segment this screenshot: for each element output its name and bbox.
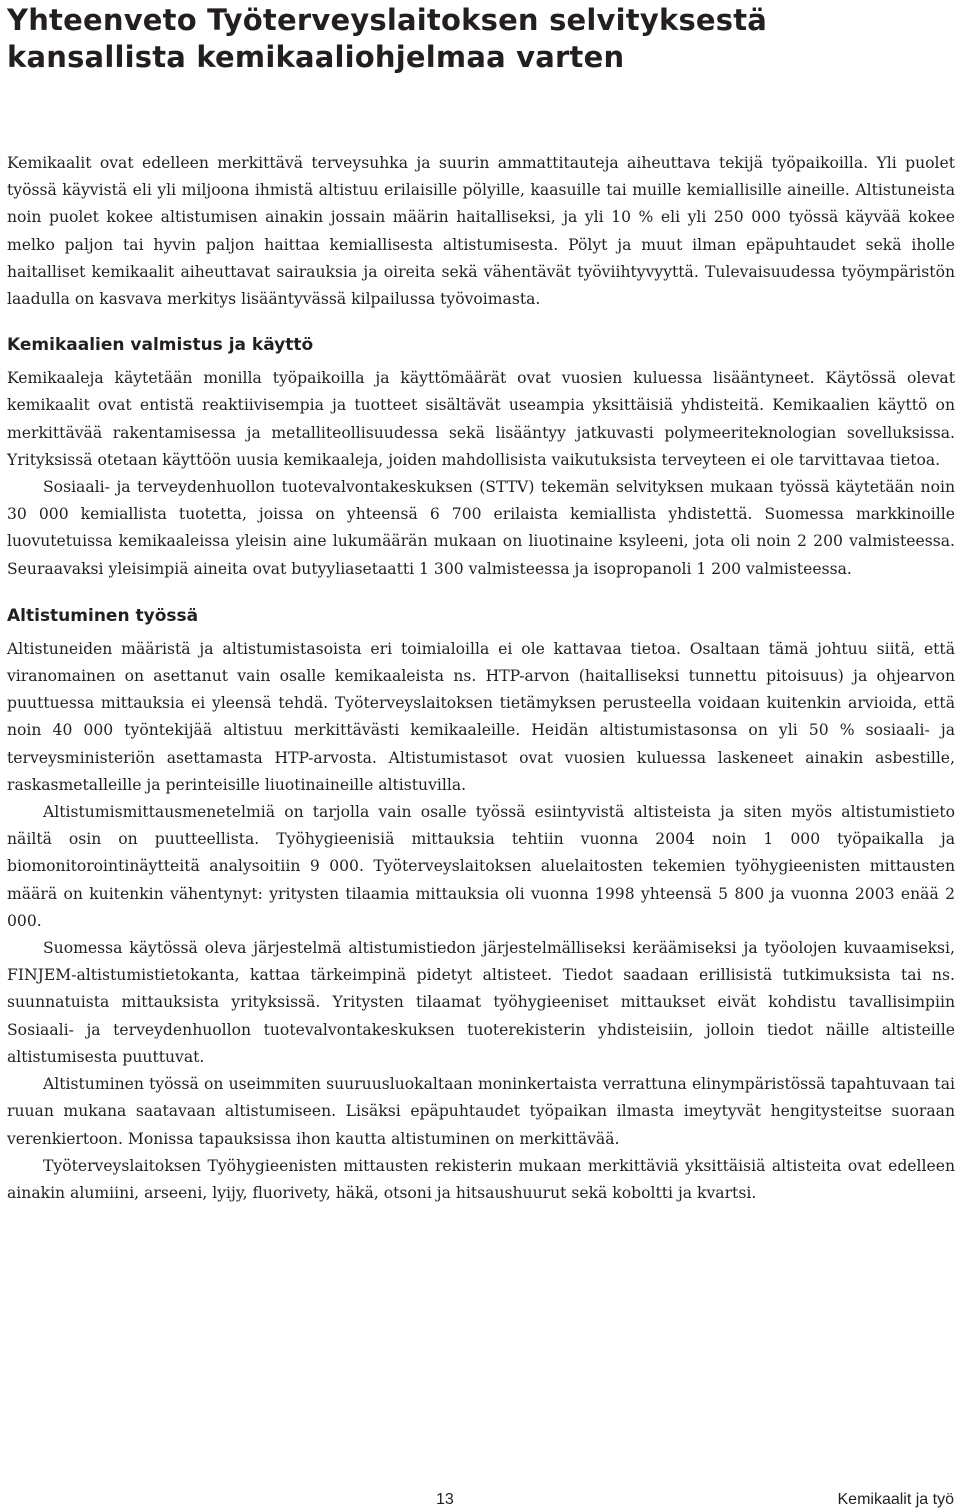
page-number: 13 [436, 1491, 454, 1508]
footer-publication-title: Kemikaalit ja työ [837, 1491, 954, 1508]
section-2-paragraph-4: Altistuminen työssä on useimmiten suuruusluokaltaan moninkertaista verrattuna elinympäristössä tapahtuvaan tai ruuan mukana saatavaan altistumiseen. Lisäksi epäpuhtaudet työpaikan ilmasta imeytyvät hengitysteitse suoraan verenkiertoon. Monissa tapauksissa ihon kautta altistuminen on merkittävää. [7, 1075, 955, 1148]
page-title-line-2: kansallista kemikaaliohjelmaa varten [7, 40, 625, 74]
section-2-paragraph-1: Altistuneiden määristä ja altistumistasoista eri toimialoilla ei ole kattavaa tietoa. Osaltaan tämä johtuu siitä, että viranomainen on asettanut vain osalle kemikaaleista ns. HTP-arvon (haitalliseksi tunnettu pitoisuus) ja ohjearvon puuttuessa mittauksia ei yleensä tehdä. Työterveyslaitoksen tietämyksen perusteella voidaan kuitenkin arvioida, että noin 40 000 työntekijää altistuu merkittävästi kemikaaleille. Heidän altistumistasonsa on yli 50 % sosiaali- ja terveysministeriön asettamasta HTP-arvosta. Altistumistasot ovat vuosien kuluessa laskeneet ainakin asbestille, raskasmetalleille ja perinteisille liuotinaineille altistuvilla. [7, 639, 955, 794]
page-title-line-1: Yhteenveto Työterveyslaitoksen selvityksestä [7, 3, 768, 37]
document-page [7, 0, 955, 1207]
section-heading-exposure: Altistuminen työssä [7, 605, 199, 626]
section-1-paragraph-2: Sosiaali- ja terveydenhuollon tuotevalvontakeskuksen (STTV) tekemän selvityksen mukaan työssä käytetään noin 30 000 kemiallista tuotetta, joissa on yhteensä 6 700 erilaista kemiallista yhdistettä. Suomessa markkinoille luovutetuissa kemikaaleissa yleisin aine lukumäärän mukaan on liuotinaine ksyleeni, jota oli noin 2 200 valmisteessa. Seuraavaksi yleisimpiä aineita ovat butyyliasetaatti 1 300 valmisteessa ja isopropanoli 1 200 valmisteessa. [7, 478, 955, 578]
section-2-paragraph-2: Altistumismittausmenetelmiä on tarjolla vain osalle työssä esiintyvistä altisteista ja siten myös altistumistieto näiltä osin on puutteellista. Työhygieenisiä mittauksia tehtiin vuonna 2004 noin 1 000 työpaikalla ja biomonitorointinäytteitä analysoitiin 9 000. Työterveyslaitoksen aluelaitosten tekemien työhygieenisten mittausten määrä on kuitenkin vähentynyt: yritysten tilaamia mittauksia oli vuonna 1998 yhteensä 5 800 ja vuonna 2003 enää 2 000. [7, 803, 955, 930]
page-title [7, 0, 955, 76]
intro-paragraph: Kemikaalit ovat edelleen merkittävä terveysuhka ja suurin ammattitauteja aiheuttava tekijä työpaikoilla. Yli puolet työssä käyvistä eli yli miljoona ihmistä altistuu erilaisille pölyille, kaasuille tai muille kemiallisille aineille. Altistuneista noin puolet kokee altistumisen ainakin jossain määrin haitalliseksi, ja yli 10 % eli yli 250 000 työssä käyvää kokee melko paljon tai hyvin paljon haittaa kemiallisesta altistumisesta. Pölyt ja muut ilman epäpuhtaudet sekä iholle haitalliset kemikaalit aiheuttavat sairauksia ja oireita sekä vähentävät työviihtyvyyttä. Tulevaisuudessa työympäristön laadulla on kasvava merkitys lisääntyvässä kilpailussa työvoimasta. [7, 154, 955, 309]
section-heading-manufacturing: Kemikaalien valmistus ja käyttö [7, 335, 314, 356]
section-2-paragraph-3: Suomessa käytössä oleva järjestelmä altistumistiedon järjestelmälliseksi keräämiseksi ja työolojen kuvaamiseksi, FINJEM-altistumistietokanta, kattaa tärkeimpinä pidetyt altisteet. Tiedot saadaan erillisistä tutkimuksista tai ns. suunnatuista mittauksista yrityksissä. Yritysten tilaamat työhygieeniset mittaukset eivät kohdistu tavallisimpiin Sosiaali- ja terveydenhuollon tuotevalvontakeskuksen tuoterekisterin yhdisteisiin, jolloin tiedot näille altisteille altistumisesta puuttuvat. [7, 939, 955, 1066]
section-1-paragraph-1: Kemikaaleja käytetään monilla työpaikoilla ja käyttömäärät ovat vuosien kuluessa lisääntyneet. Käytössä olevat kemikaalit ovat entistä reaktiivisempia ja tuotteet sisältävät useampia yksittäisiä yhdisteitä. Kemikaalien käyttö on merkittävää rakentamisessa ja metalliteollisuudessa sekä lisääntyy jatkuvasti polymeeriteknologian sovelluksissa. Yrityksissä otetaan käyttöön uusia kemikaaleja, joiden mahdollisista vaikutuksista terveyteen ei ole tarvittavaa tietoa. [7, 369, 955, 469]
section-2-paragraph-5: Työterveyslaitoksen Työhygieenisten mittausten rekisterin mukaan merkittäviä yksittäisiä altisteita ovat edelleen ainakin alumiini, arseeni, lyijy, fluorivety, häkä, otsoni ja hitsaushuurut sekä koboltti ja kvartsi. [7, 1156, 955, 1202]
page-footer [0, 1488, 960, 1512]
